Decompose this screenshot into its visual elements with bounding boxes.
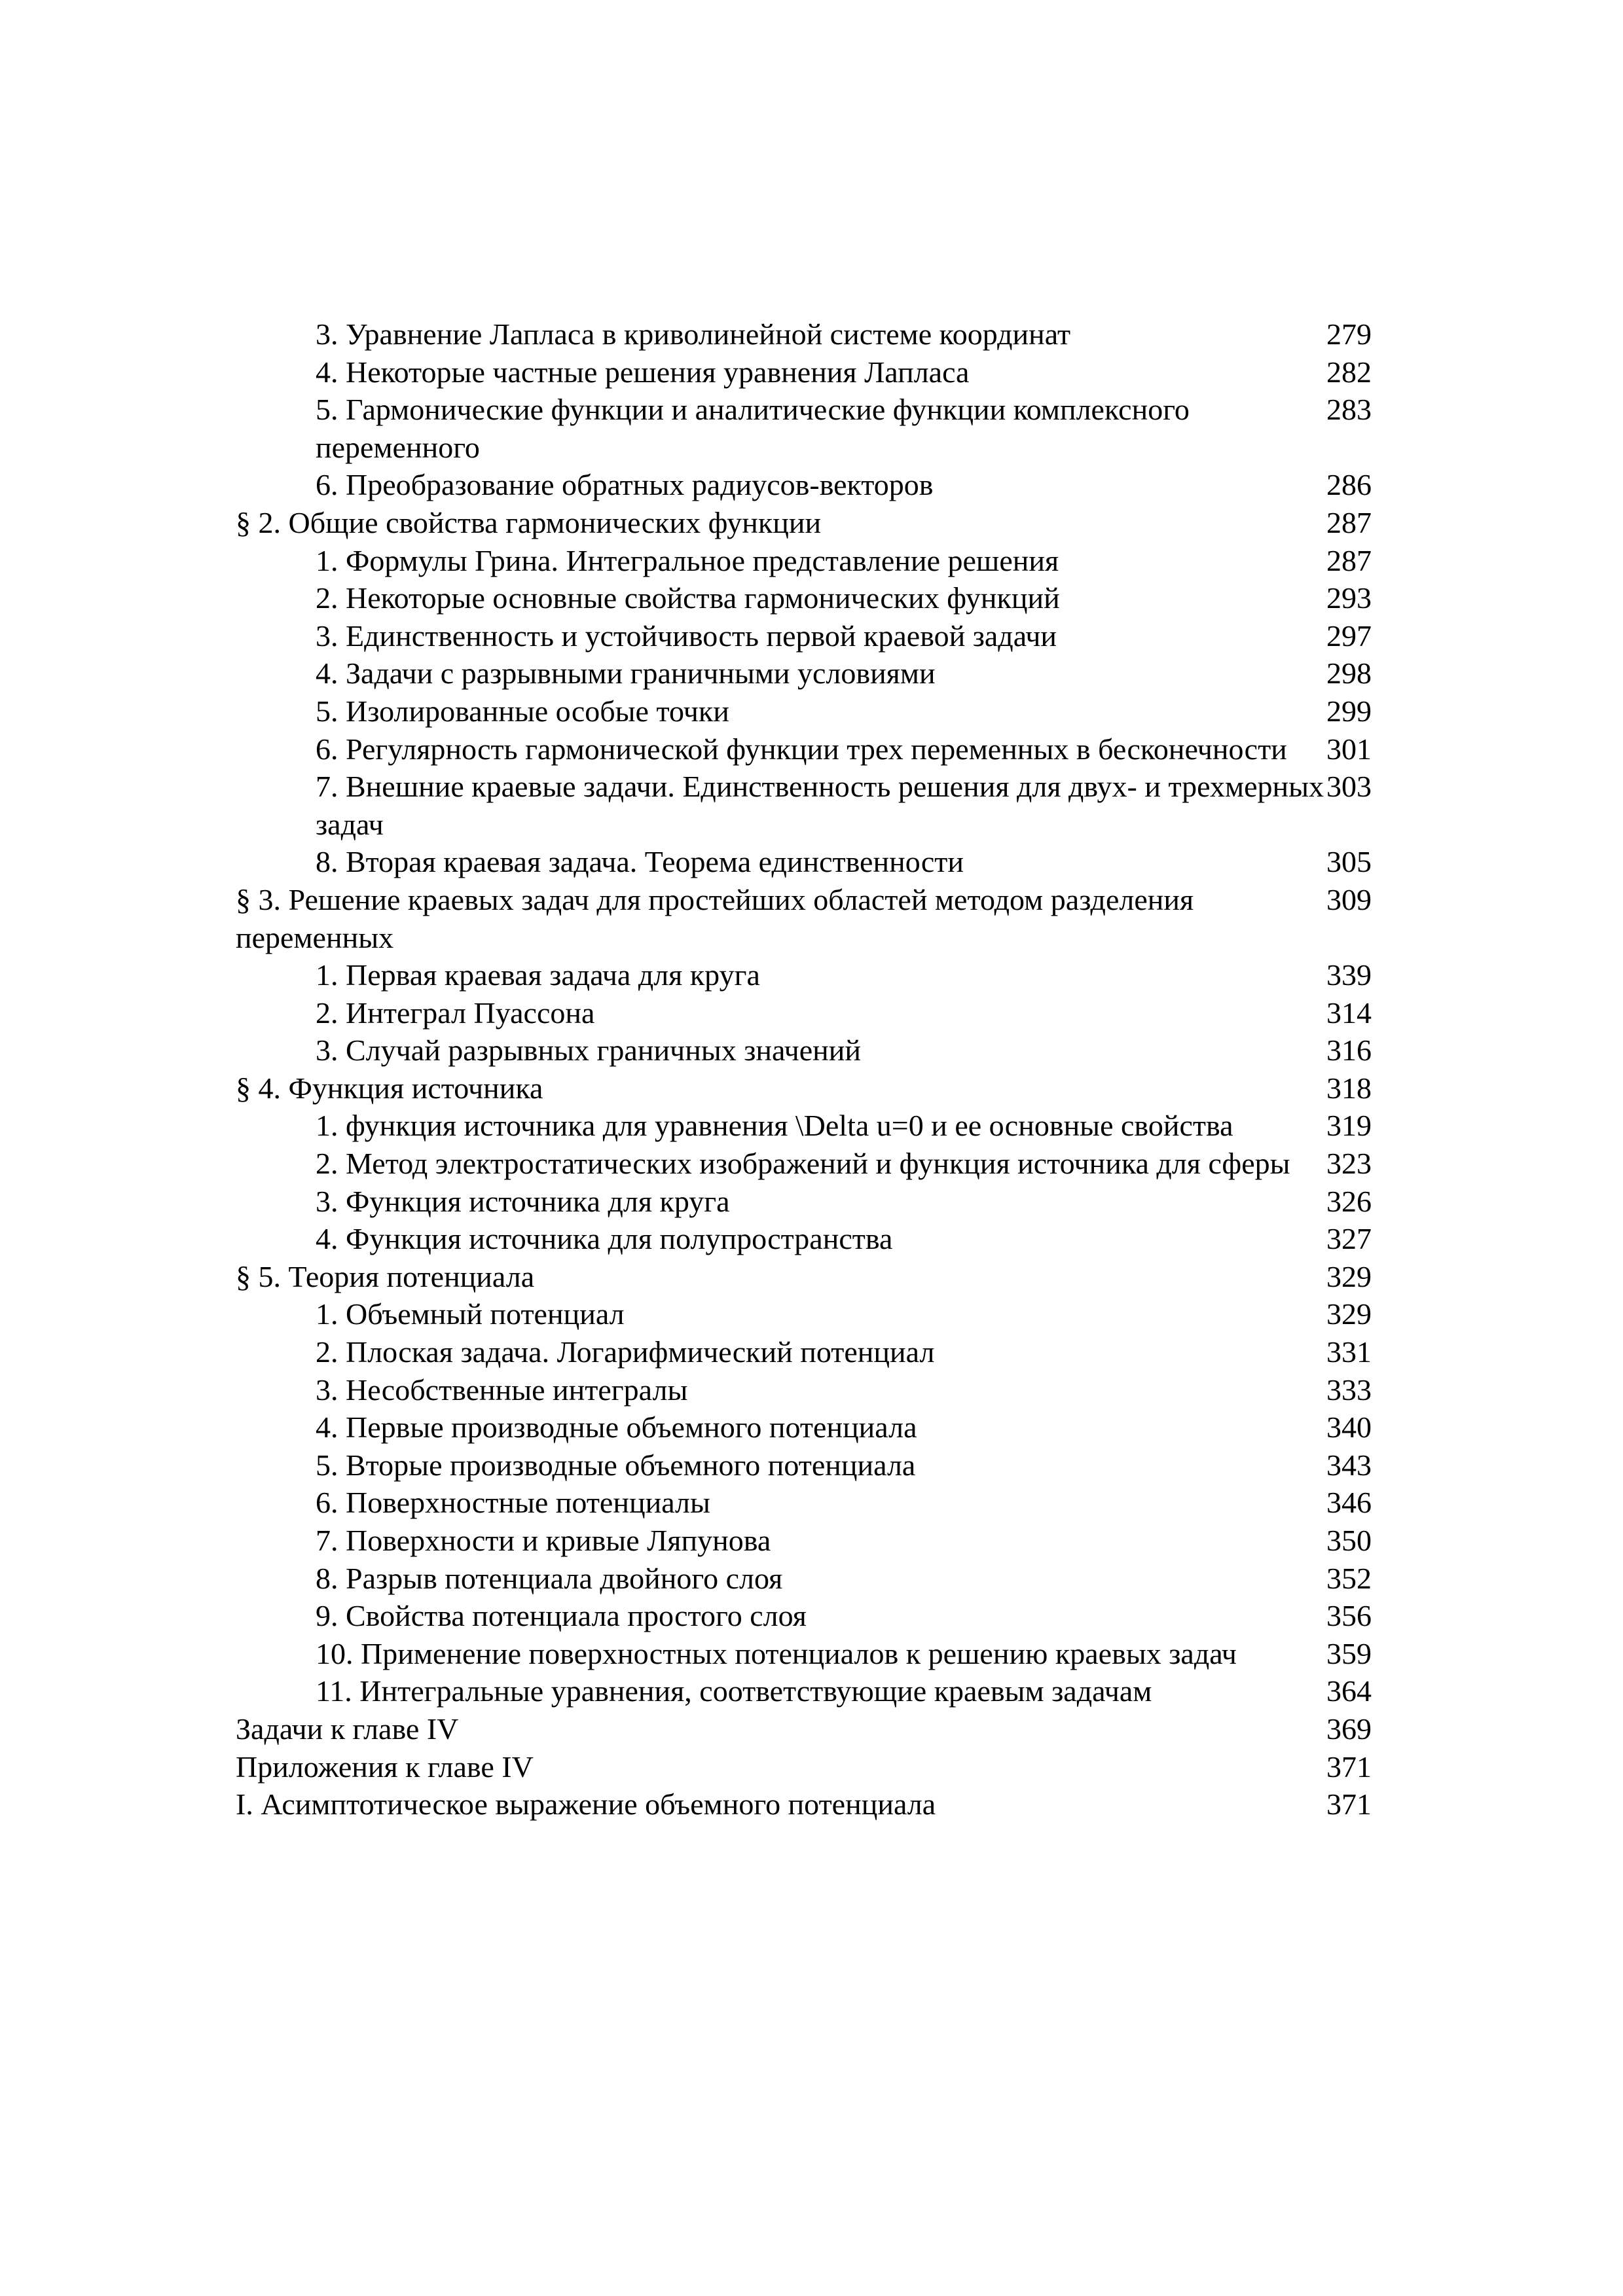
toc-entry-page-number: 343 [1326,1448,1372,1482]
toc-entry-title: 7. Внешние краевые задачи. Единственность решения для двух- и трехмерных задач [316,770,1324,841]
toc-subsection-entry [236,1446,1388,1484]
toc-entry-page-number: 282 [1326,355,1372,389]
toc-entry-page-number: 340 [1326,1410,1372,1444]
toc-subsection-entry [236,353,1388,391]
toc-section-entry [236,1069,1388,1107]
toc-entry-page-number: 301 [1326,732,1372,766]
toc-entry-page-number: 333 [1326,1372,1372,1407]
toc-subsection-entry [236,1333,1388,1371]
toc-subsection-entry [236,655,1388,692]
toc-entry-title: § 2. Общие свойства гармонических функции [236,505,822,539]
toc-subsection-entry [236,692,1388,730]
toc-subsection-entry [236,768,1388,843]
toc-entry-page-number: 309 [1326,882,1372,916]
toc-entry-title: 1. Объемный потенциал [316,1297,625,1331]
toc-entry-page-number: 305 [1326,845,1372,879]
toc-subsection-entry [236,391,1388,466]
toc-entry-page-number: 329 [1326,1259,1372,1293]
toc-entry-page-number: 326 [1326,1184,1372,1218]
toc-entry-title: 10. Применение поверхностных потенциалов к решению краевых задач [316,1636,1237,1670]
toc-entry-title: I. Асимптотическое выражение объемного потенциала [236,1787,936,1821]
toc-entry-page-number: 297 [1326,619,1372,653]
toc-entry-title: 5. Вторые производные объемного потенциала [316,1448,916,1482]
toc-section-entry [236,504,1388,542]
toc-subsection-entry [236,730,1388,768]
toc-entry-title: 2. Метод электростатических изображений и функция источника для сферы [316,1147,1290,1181]
toc-subsection-entry [236,1031,1388,1069]
toc-entry-title: 3. Несобственные интегралы [316,1372,688,1407]
toc-section-entry [236,1258,1388,1296]
toc-entry-page-number: 283 [1326,393,1372,427]
toc-entry-title: 4. Первые производные объемного потенциала [316,1410,917,1444]
toc-entry-page-number: 352 [1326,1561,1372,1595]
toc-entry-title: 1. Формулы Грина. Интегральное представление решения [316,543,1059,577]
toc-entry-title: 4. Задачи с разрывными граничными условиями [316,656,936,691]
toc-entry-page-number: 287 [1326,543,1372,577]
toc-entry-title: 3. Единственность и устойчивость первой краевой задачи [316,619,1057,653]
toc-entry-title: 2. Плоская задача. Логарифмический потенциал [316,1335,935,1369]
toc-entry-title: 8. Разрыв потенциала двойного слоя [316,1561,783,1595]
toc-subsection-entry [236,1522,1388,1560]
toc-entry-page-number: 293 [1326,581,1372,615]
toc-entry-page-number: 359 [1326,1636,1372,1670]
toc-subsection-entry [236,1484,1388,1522]
toc-entry-page-number: 318 [1326,1071,1372,1105]
toc-entry-page-number: 331 [1326,1335,1372,1369]
toc-entry-title: 11. Интегральные уравнения, соответствующие краевым задачам [316,1674,1152,1708]
toc-entry-page-number: 299 [1326,694,1372,728]
toc-section-entry [236,1785,1388,1823]
toc-subsection-entry [236,1672,1388,1710]
toc-entry-page-number: 329 [1326,1297,1372,1331]
table-of-contents [236,315,1388,1823]
toc-subsection-entry [236,1560,1388,1598]
toc-entry-page-number: 356 [1326,1599,1372,1633]
toc-subsection-entry [236,956,1388,994]
toc-entry-title: 7. Поверхности и кривые Ляпунова [316,1524,771,1557]
toc-subsection-entry [236,1635,1388,1673]
toc-subsection-entry [236,1597,1388,1635]
toc-subsection-entry [236,1220,1388,1258]
toc-entry-page-number: 364 [1326,1674,1372,1708]
toc-subsection-entry [236,579,1388,617]
toc-subsection-entry [236,1408,1388,1446]
toc-entry-title: 6. Регулярность гармонической функции трех переменных в бесконечности [316,732,1287,766]
toc-entry-page-number: 319 [1326,1109,1372,1143]
toc-subsection-entry [236,542,1388,580]
toc-entry-page-number: 279 [1326,317,1372,351]
toc-subsection-entry [236,1371,1388,1409]
toc-entry-page-number: 314 [1326,996,1372,1030]
toc-entry-page-number: 286 [1326,468,1372,502]
toc-subsection-entry [236,1145,1388,1183]
toc-entry-title: 3. Уравнение Лапласа в криволинейной системе координат [316,317,1071,351]
toc-entry-page-number: 339 [1326,958,1372,992]
toc-entry-title: 1. Первая краевая задача для круга [316,958,760,992]
toc-entry-title: Задачи к главе IV [236,1712,459,1746]
toc-section-entry [236,1710,1388,1748]
toc-subsection-entry [236,466,1388,504]
toc-section-entry [236,881,1388,956]
toc-entry-page-number: 327 [1326,1222,1372,1256]
toc-subsection-entry [236,1295,1388,1333]
toc-entry-title: 3. Функция источника для круга [316,1184,730,1218]
toc-entry-title: 5. Изолированные особые точки [316,694,729,728]
toc-subsection-entry [236,1183,1388,1221]
toc-entry-page-number: 316 [1326,1033,1372,1067]
toc-entry-page-number: 346 [1326,1486,1372,1520]
toc-entry-page-number: 371 [1326,1749,1372,1784]
toc-entry-title: § 4. Функция источника [236,1071,543,1105]
toc-entry-page-number: 303 [1326,770,1372,804]
toc-entry-page-number: 298 [1326,656,1372,691]
toc-subsection-entry [236,843,1388,881]
toc-entry-title: 4. Некоторые частные решения уравнения Лапласа [316,355,970,389]
toc-entry-title: 4. Функция источника для полупространства [316,1222,893,1256]
toc-entry-page-number: 371 [1326,1787,1372,1821]
toc-entry-title: § 3. Решение краевых задач для простейших областей методом разделения переменных [236,882,1194,954]
toc-subsection-entry [236,994,1388,1032]
toc-subsection-entry [236,617,1388,655]
toc-section-entry [236,1748,1388,1786]
toc-entry-title: 6. Поверхностные потенциалы [316,1486,710,1520]
toc-entry-title: 3. Случай разрывных граничных значений [316,1033,861,1067]
toc-entry-title: 2. Некоторые основные свойства гармонических функций [316,581,1060,615]
toc-subsection-entry [236,315,1388,353]
toc-entry-title: 1. функция источника для уравнения \Delta u=0 и ее основные свойства [316,1109,1233,1143]
toc-subsection-entry [236,1107,1388,1145]
toc-entry-page-number: 323 [1326,1147,1372,1181]
toc-entry-title: 8. Вторая краевая задача. Теорема единственности [316,845,964,879]
toc-entry-title: Приложения к главе IV [236,1749,534,1784]
toc-entry-page-number: 287 [1326,505,1372,539]
toc-entry-title: 9. Свойства потенциала простого слоя [316,1599,807,1633]
toc-entry-title: 5. Гармонические функции и аналитические функции комплексного переменного [316,393,1190,464]
toc-entry-title: § 5. Теория потенциала [236,1259,535,1293]
toc-entry-page-number: 369 [1326,1712,1372,1746]
toc-entry-title: 6. Преобразование обратных радиусов-векторов [316,468,934,502]
toc-entry-page-number: 350 [1326,1524,1372,1557]
toc-entry-title: 2. Интеграл Пуассона [316,996,595,1030]
